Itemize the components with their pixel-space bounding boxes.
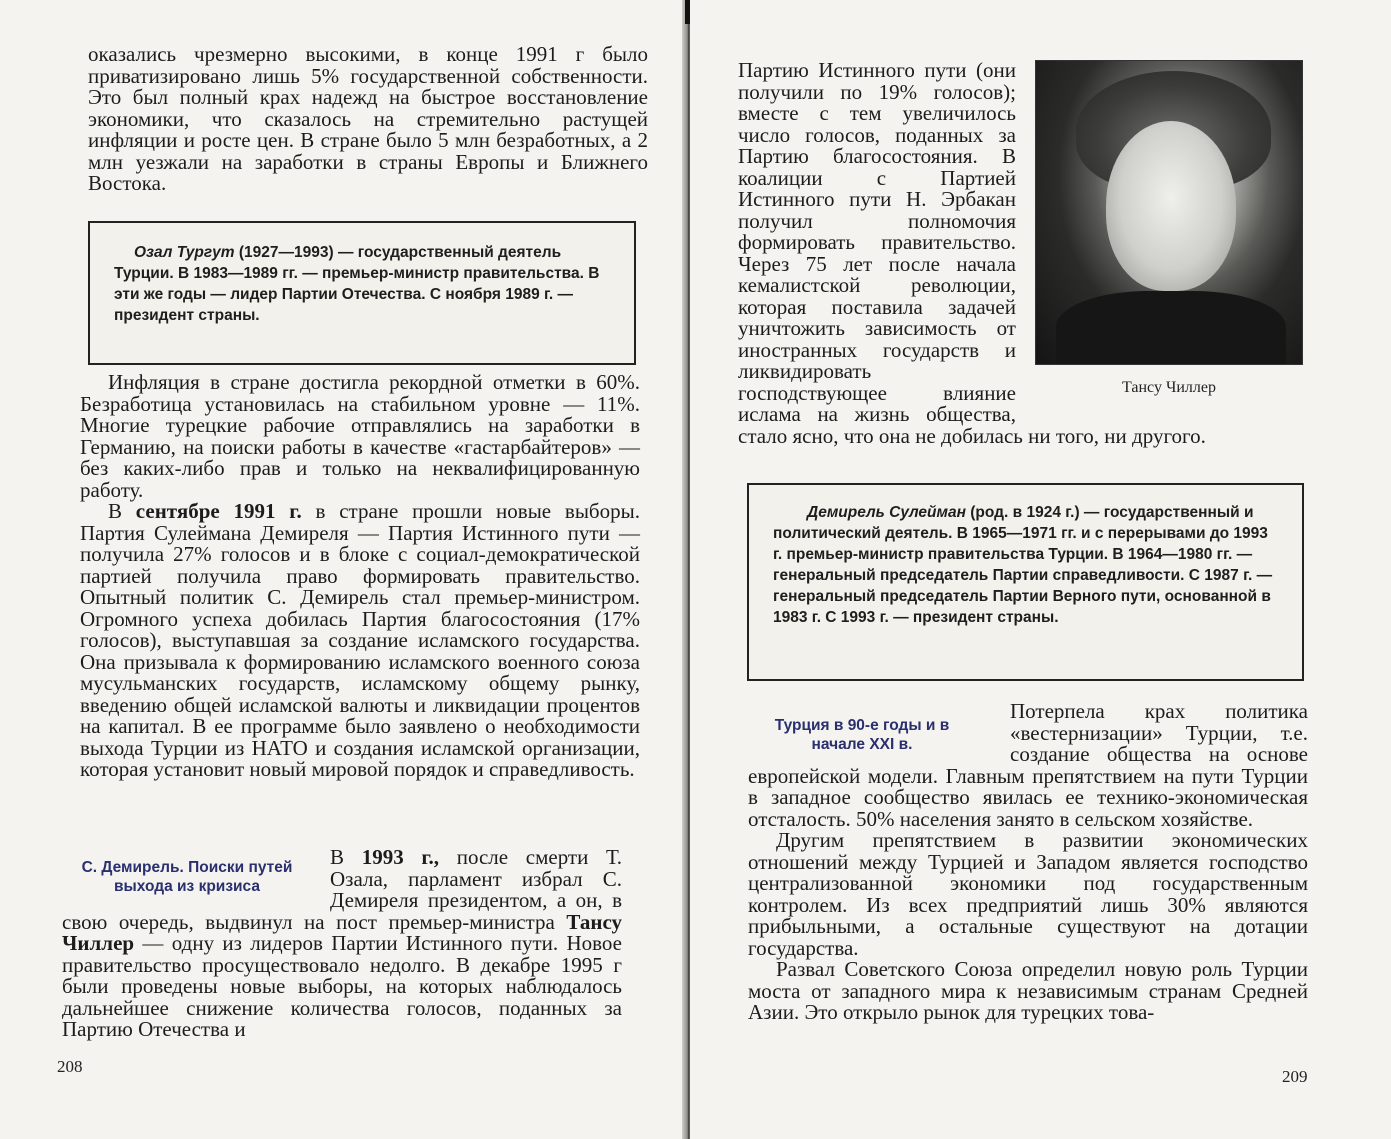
westernization-text: Потерпела крах политика «вестернизации» Турции, т.е. создание общества на основе европейской модели. Главным препятствием на пути Турции в западное сообщество явилась ее технико-экономическая отсталость. 50% населения занято в сельском хозяйстве. (748, 699, 1308, 831)
ozal-bio-text: (1927—1993) — государственный деятель Турции. В 1983—1989 гг. — премьер-министр правительства. В эти же годы — лидер Партии Отечества. С ноября 1989 г. — президент страны. (114, 244, 600, 324)
ozal-bio-box (88, 221, 636, 365)
bottom-text-2: — одну из лидеров Партии Истинного пути. Новое правительство просуществовало недолго. В декабре 1995 г были проведены новые выборы, на которых наблюдалось дальнейшее снижение количества голосов, поданных за Партию Отечества и (62, 931, 622, 1041)
right-side-heading: Турция в 90-е годы и в начале XXI в. (774, 717, 950, 753)
elections-rest: в стране прошли новые выборы. Партия Сулеймана Демиреля — Партия Истинного пути — получила 27% голосов и в блоке с социал-демократической партией получила право формировать правительство. Опытный политик С. Демирель стал премьер-министром. Огромного успеха добилась Партия благосостояния (17% голосов), выступавшая за создание исламского государства. Она призывала к формированию исламского военного союза мусульманских государств, исламскому общему рынку, введению общей исламской валюты и ликвидации процентов на капитал. В ее программе было заявлено о необходимости выхода Турции из НАТО и создания исламской организации, которая установит новый мировой порядок и справедливость. (80, 499, 640, 781)
left-top-text: оказались чрезмерно высокими, в конце 1991 г было приватизировано лишь 5% государственной собственности. Это был полный крах надежд на быстрое восстановление экономики, что сказалось на стремительно растущей инфляции и росте цен. В стране было 5 млн безработных, а 2 млн уезжали на заработки в страны Европы и Ближнего Востока. (88, 42, 648, 195)
side-head-spacer (62, 847, 330, 905)
left-middle-paragraphs (80, 372, 640, 781)
right-bottom-paragraphs (748, 701, 1308, 1024)
inflation-paragraph: Инфляция в стране достигла рекордной отметки в 60%. Безработица установилась на стабильном уровне — 11%. Многие турецкие рабочие отправлялись на заработки в Германию, на поиски работы в качестве «гастарбайтеров» — без каких-либо прав и только на неквалифицированную работу. (80, 370, 640, 502)
ciller-name: Тансу Чиллер (62, 909, 622, 955)
tansu-ciller-photo (1035, 60, 1303, 365)
photo-caption: Тансу Чиллер (1122, 379, 1216, 396)
elections-date: сентябре 1991 г. (135, 499, 302, 523)
photo-face (1106, 121, 1236, 291)
centralized-economy-paragraph: Другим препятствием в развитии экономических отношений между Турцией и Западом является господство централизованной экономики под государственным контролем. Из всех предприятий лишь 30% являются прибыльными, а остальные существуют на дотации государства. (748, 828, 1308, 960)
page-number-left: 208 (57, 1057, 83, 1076)
elections-1991-paragraph (80, 501, 640, 781)
left-top-paragraph (88, 44, 648, 195)
soviet-collapse-paragraph: Развал Советского Союза определил новую роль Турции моста от западного мира к независимым странам Средней Азии. Это открыло рынок для турецких това- (748, 957, 1308, 1024)
right-top-text: Партию Истинного пути (они получили по 19% голосов); вместе с тем увеличилось число голосов, поданных за Партию благосостояния. В коалиции с Партией Истинного пути Н. Эрбакан получил полномочия формировать правительство. Через 75 лет после начала кемалистской революции, которая поставила задачей уничтожить зависимость от иностранных государств и ликвидировать господствующее влияние ислама на жизнь общества, стало ясно, что она не добилась ни того, ни другого. (738, 58, 1206, 448)
demirel-bio-text: (род. в 1924 г.) — государственный и политический деятель. В 1965—1971 гг. и с перерывами до 1993 г. премьер-министр правительства Турции. В 1964—1980 гг. — генеральный председатель Партии справедливости. С 1987 г. — генеральный председатель Партии Верного пути, основанной в 1983 г. С 1993 г. — президент страны. (773, 504, 1273, 626)
left-page (0, 0, 686, 1139)
demirel-bio-box (747, 483, 1304, 681)
left-bottom-paragraph (62, 847, 622, 1041)
westernization-paragraph (748, 701, 1308, 830)
bottom-text-1: после смерти Т. Озала, парламент избрал С. Демиреля президентом, а он, в свою очередь, выдвинул на пост премьер-министра (62, 845, 622, 934)
left-side-heading: С. Демирель. Поиски путей выхода из кризиса (81, 859, 293, 895)
demirel-1993-paragraph (62, 847, 622, 1041)
demirel-bio-name: Демирель Сулейман (807, 504, 966, 521)
photo-collar (1056, 291, 1286, 365)
ozal-bio-name: Озал Тургут (134, 244, 235, 261)
bottom-year: 1993 г., (361, 845, 440, 869)
page-number-right: 209 (1282, 1067, 1308, 1086)
right-side-head-spacer (748, 701, 1010, 765)
elections-lead: В (108, 499, 136, 523)
bottom-lead: В (330, 845, 362, 869)
